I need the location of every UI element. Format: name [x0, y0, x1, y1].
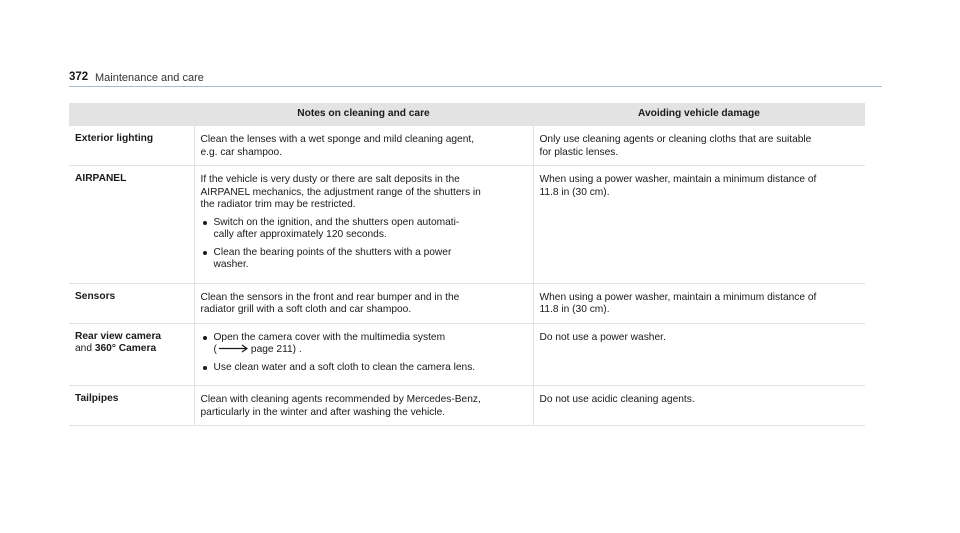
text-line: When using a power washer, maintain a minimum distance of	[539, 291, 817, 303]
text-line: 11.8 in (30 cm).	[539, 304, 610, 315]
row-label	[69, 323, 194, 386]
row-label: Sensors	[69, 283, 194, 323]
row-label: AIRPANEL	[69, 166, 194, 284]
notes-cell	[194, 126, 533, 166]
row-label: Exterior lighting	[69, 126, 194, 166]
text-line: particularly in the winter and after washing the vehicle.	[200, 406, 446, 418]
text-line: Only use cleaning agents or cleaning cloths that are suitable	[539, 134, 812, 145]
bullet-item	[201, 332, 527, 357]
notes-cell	[194, 386, 533, 426]
avoid-cell	[533, 166, 865, 284]
bullet-item	[201, 217, 527, 242]
column-header-empty	[69, 103, 194, 126]
bullet-item	[201, 247, 527, 272]
text-line: Do not use acidic cleaning agents.	[539, 394, 695, 405]
table-row	[69, 386, 865, 426]
bullet-list	[201, 332, 527, 375]
row-label-360-camera: 360° Camera	[94, 343, 157, 354]
text-line: Switch on the ignition, and the shutters open automati-	[213, 216, 460, 228]
text-line: When using a power washer, maintain a minimum distance of	[539, 174, 817, 185]
text-line: Clean with cleaning agents recommended by Mercedes-Benz,	[200, 394, 481, 405]
page-reference	[214, 344, 527, 357]
page-header	[69, 70, 882, 87]
notes-cell	[194, 166, 533, 284]
avoid-cell	[533, 126, 865, 166]
text-line: radiator grill with a soft cloth and car shampoo.	[200, 304, 412, 315]
text-line: e.g. car shampoo.	[200, 146, 283, 158]
avoid-cell	[533, 283, 865, 323]
notes-cell	[194, 283, 533, 323]
row-label: Tailpipes	[69, 386, 194, 426]
column-header-notes: Notes on cleaning and care	[194, 103, 533, 126]
row-label-and: and	[75, 343, 95, 354]
table-row	[69, 283, 865, 323]
page-number: 372	[69, 71, 89, 83]
bullet-list	[201, 217, 527, 272]
row-label-line: Rear view camera	[75, 330, 162, 342]
text-line: the radiator trim may be restricted.	[200, 199, 356, 210]
text-line: Do not use a power washer.	[539, 331, 666, 343]
notes-cell	[194, 323, 533, 386]
open-paren: (	[213, 344, 217, 355]
table-header-row	[69, 103, 865, 126]
text-line: Clean the sensors in the front and rear bumper and in the	[200, 291, 460, 303]
text-line: washer.	[213, 259, 249, 270]
text-line: Use clean water and a soft cloth to clean the camera lens.	[213, 361, 476, 373]
bullet-item	[201, 362, 527, 375]
table-row	[69, 126, 865, 166]
table-row	[69, 166, 865, 284]
text-line: Clean the bearing points of the shutters with a power	[213, 246, 452, 258]
page-ref-link[interactable]: page 211) .	[250, 344, 302, 355]
column-header-avoiding-damage: Avoiding vehicle damage	[533, 103, 865, 126]
arrow-right-icon	[219, 344, 249, 353]
row-label-line	[75, 343, 188, 356]
section-title: Maintenance and care	[95, 72, 204, 84]
table-row	[69, 323, 865, 386]
text-line: cally after approximately 120 seconds.	[213, 229, 387, 240]
text-line: 11.8 in (30 cm).	[539, 186, 610, 198]
text-line: If the vehicle is very dusty or there are salt deposits in the	[200, 174, 460, 185]
cleaning-care-table	[69, 103, 865, 426]
text-line: for plastic lenses.	[539, 146, 619, 158]
text-line: Clean the lenses with a wet sponge and mild cleaning agent,	[200, 134, 475, 145]
avoid-cell	[533, 386, 865, 426]
text-line: AIRPANEL mechanics, the adjustment range of the shutters in	[200, 186, 481, 198]
text-line: Open the camera cover with the multimedia system	[213, 331, 446, 343]
avoid-cell	[533, 323, 865, 386]
